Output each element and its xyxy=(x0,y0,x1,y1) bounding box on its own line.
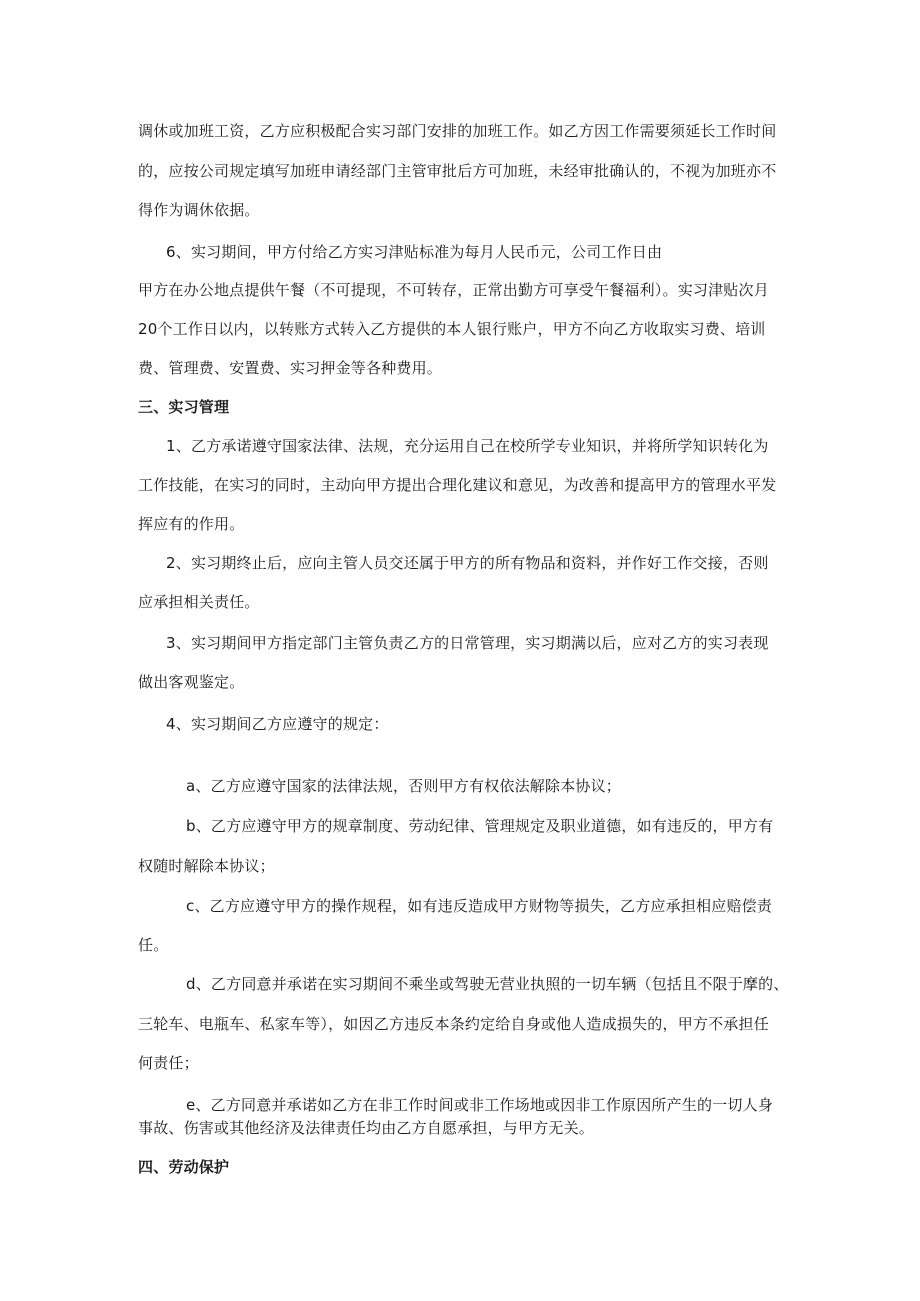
list-item-line: e、乙方同意并承诺如乙方在非工作时间或非工作场地或因非工作原因所产生的一切人身 xyxy=(186,1096,774,1114)
paragraph-line: 20个工作日以内，以转账方式转入乙方提供的本人银行账户，甲方不向乙方收取实习费、培训 xyxy=(138,320,766,338)
paragraph-line: 调休或加班工资，乙方应积极配合实习部门安排的加班工作。如乙方因工作需要须延长工作时间 xyxy=(138,122,777,140)
paragraph-line: 2、实习期终止后，应向主管人员交还属于甲方的所有物品和资料，并作好工作交接，否则 xyxy=(166,554,769,572)
paragraph-line: 甲方在办公地点提供午餐（不可提现，不可转存，正常出勤方可享受午餐福利）。实习津贴次月 xyxy=(138,281,769,299)
section-heading: 三、实习管理 xyxy=(138,398,230,416)
paragraph-line: 费、管理费、安置费、实习押金等各种费用。 xyxy=(138,359,443,377)
list-item-line: 权随时解除本协议； xyxy=(138,857,275,875)
list-item-line: c、乙方应遵守甲方的操作规程，如有违反造成甲方财物等损失，乙方应承担相应赔偿责 xyxy=(186,897,773,915)
list-item-line: 何责任； xyxy=(138,1054,199,1072)
list-item-line: b、乙方应遵守甲方的规章制度、劳动纪律、管理规定及职业道德，如有违反的，甲方有 xyxy=(186,817,774,835)
list-item-line: 事故、伤害或其他经济及法律责任均由乙方自愿承担，与甲方无关。 xyxy=(138,1119,595,1137)
list-item-line: d、乙方同意并承诺在实习期间不乘坐或驾驶无营业执照的一切车辆（包括且不限于摩的、 xyxy=(186,975,789,993)
section-heading: 四、劳动保护 xyxy=(138,1158,230,1176)
paragraph-line: 1、乙方承诺遵守国家法律、法规，充分运用自己在校所学专业知识，并将所学知识转化为 xyxy=(166,437,769,455)
list-item-line: 任。 xyxy=(138,936,169,954)
paragraph-line: 做出客观鉴定。 xyxy=(138,673,245,691)
list-item-line: 三轮车、电瓶车、私家车等），如因乙方违反本条约定给自身或他人造成损失的，甲方不承担任 xyxy=(138,1015,769,1033)
paragraph-line: 的，应按公司规定填写加班申请经部门主管审批后方可加班，未经审批确认的，不视为加班亦不 xyxy=(138,162,777,180)
paragraph-line: 工作技能，在实习的同时，主动向甲方提出合理化建议和意见，为改善和提高甲方的管理水平发 xyxy=(138,476,777,494)
paragraph-line: 3、实习期间甲方指定部门主管负责乙方的日常管理，实习期满以后，应对乙方的实习表现 xyxy=(166,634,769,652)
paragraph-line: 应承担相关责任。 xyxy=(138,593,260,611)
paragraph-line: 得作为调休依据。 xyxy=(138,201,260,219)
paragraph-line: 挥应有的作用。 xyxy=(138,515,245,533)
list-item-line: a、乙方应遵守国家的法律法规，否则甲方有权依法解除本协议； xyxy=(186,777,621,795)
paragraph-line: 6、实习期间，甲方付给乙方实习津贴标准为每月人民币元，公司工作日由 xyxy=(166,243,663,261)
paragraph-line: 4、实习期间乙方应遵守的规定： xyxy=(166,715,389,733)
